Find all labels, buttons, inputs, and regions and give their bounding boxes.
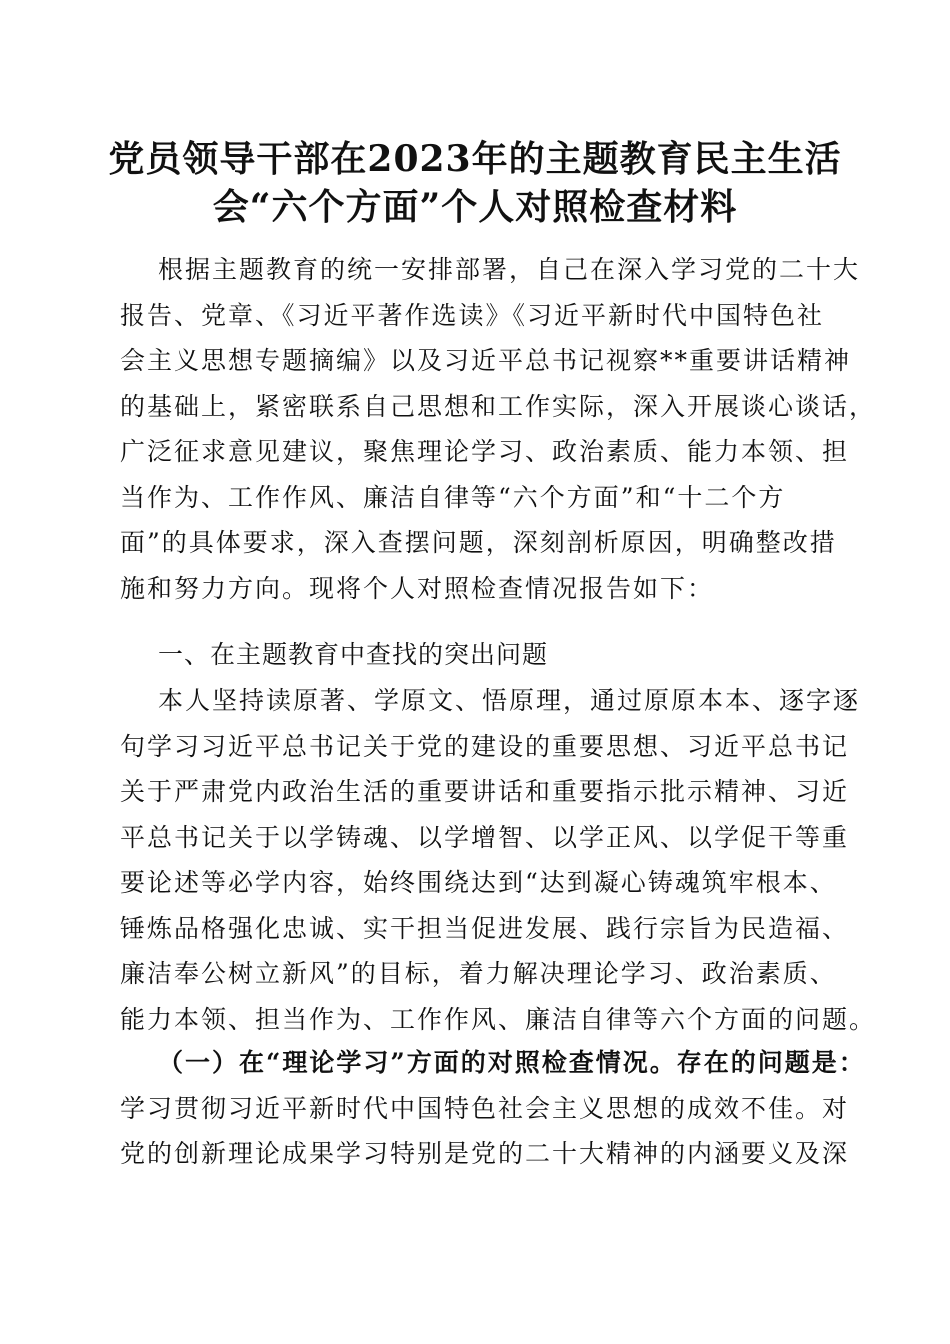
text-line: 学习贯彻习近平新时代中国特色社会主义思想的成效不佳。对 [120,1093,850,1123]
text-line: 根据主题教育的统一安排部署，自己在深入学习党的二十大 [158,255,861,284]
subsection1-paragraph [120,1040,866,1177]
subsection-heading: （一）在“理论学习”方面的对照检查情况。存在的问题是： [158,1048,866,1077]
text-line: 要论述等必学内容，始终围绕达到“达到凝心铸魂筑牢根本、 [120,868,837,897]
text-line: 党的创新理论成果学习特别是党的二十大精神的内涵要义及深 [120,1139,850,1168]
text-line: 关于严肃党内政治生活的重要讲话和重要指示批示精神、习近 [120,777,850,806]
text-line: 锤炼品格强化忠诚、实干担当促进发展、践行宗旨为民造福、 [120,913,850,943]
text-line: 的基础上，紧密联系自己思想和工作实际，深入开展谈心谈话， [120,391,877,421]
text-line: 本人坚持读原著、学原文、悟原理，通过原原本本、逐字逐 [158,686,861,715]
title-line-1: 党员领导干部在2023年的主题教育民主生活 [108,138,842,180]
text-line: 施和努力方向。现将个人对照检查情况报告如下： [120,573,715,603]
text-line: 报告、党章、《习近平著作选读》《习近平新时代中国特色社 [120,300,825,330]
text-line: 广泛征求意见建议，聚焦理论学习、政治素质、能力本领、担 [120,437,850,466]
document-title [100,135,850,231]
text-line: 平总书记关于以学铸魂、以学增智、以学正风、以学促干等重 [120,822,850,852]
intro-paragraph [120,247,877,611]
text-line: 当作为、工作作风、廉洁自律等“六个方面”和“十二个方 [120,482,786,512]
text-line: 廉洁奉公树立新风”的目标，着力解决理论学习、政治素质、 [120,959,837,988]
title-line-2: 会“六个方面”个人对照检查材料 [212,186,738,228]
text-line: 句学习习近平总书记关于党的建设的重要思想、习近平总书记 [120,731,850,761]
text-line: 能力本领、担当作为、工作作风、廉洁自律等六个方面的问题。 [120,1004,877,1034]
section-heading: 一、在主题教育中查找的突出问题 [158,640,549,669]
text-line: 面”的具体要求，深入查摆问题，深刻剖析原因，明确整改措 [120,528,837,557]
text-line: 会主义思想专题摘编》以及习近平总书记视察**重要讲话精神 [120,346,852,375]
section1-paragraph [120,678,877,1042]
